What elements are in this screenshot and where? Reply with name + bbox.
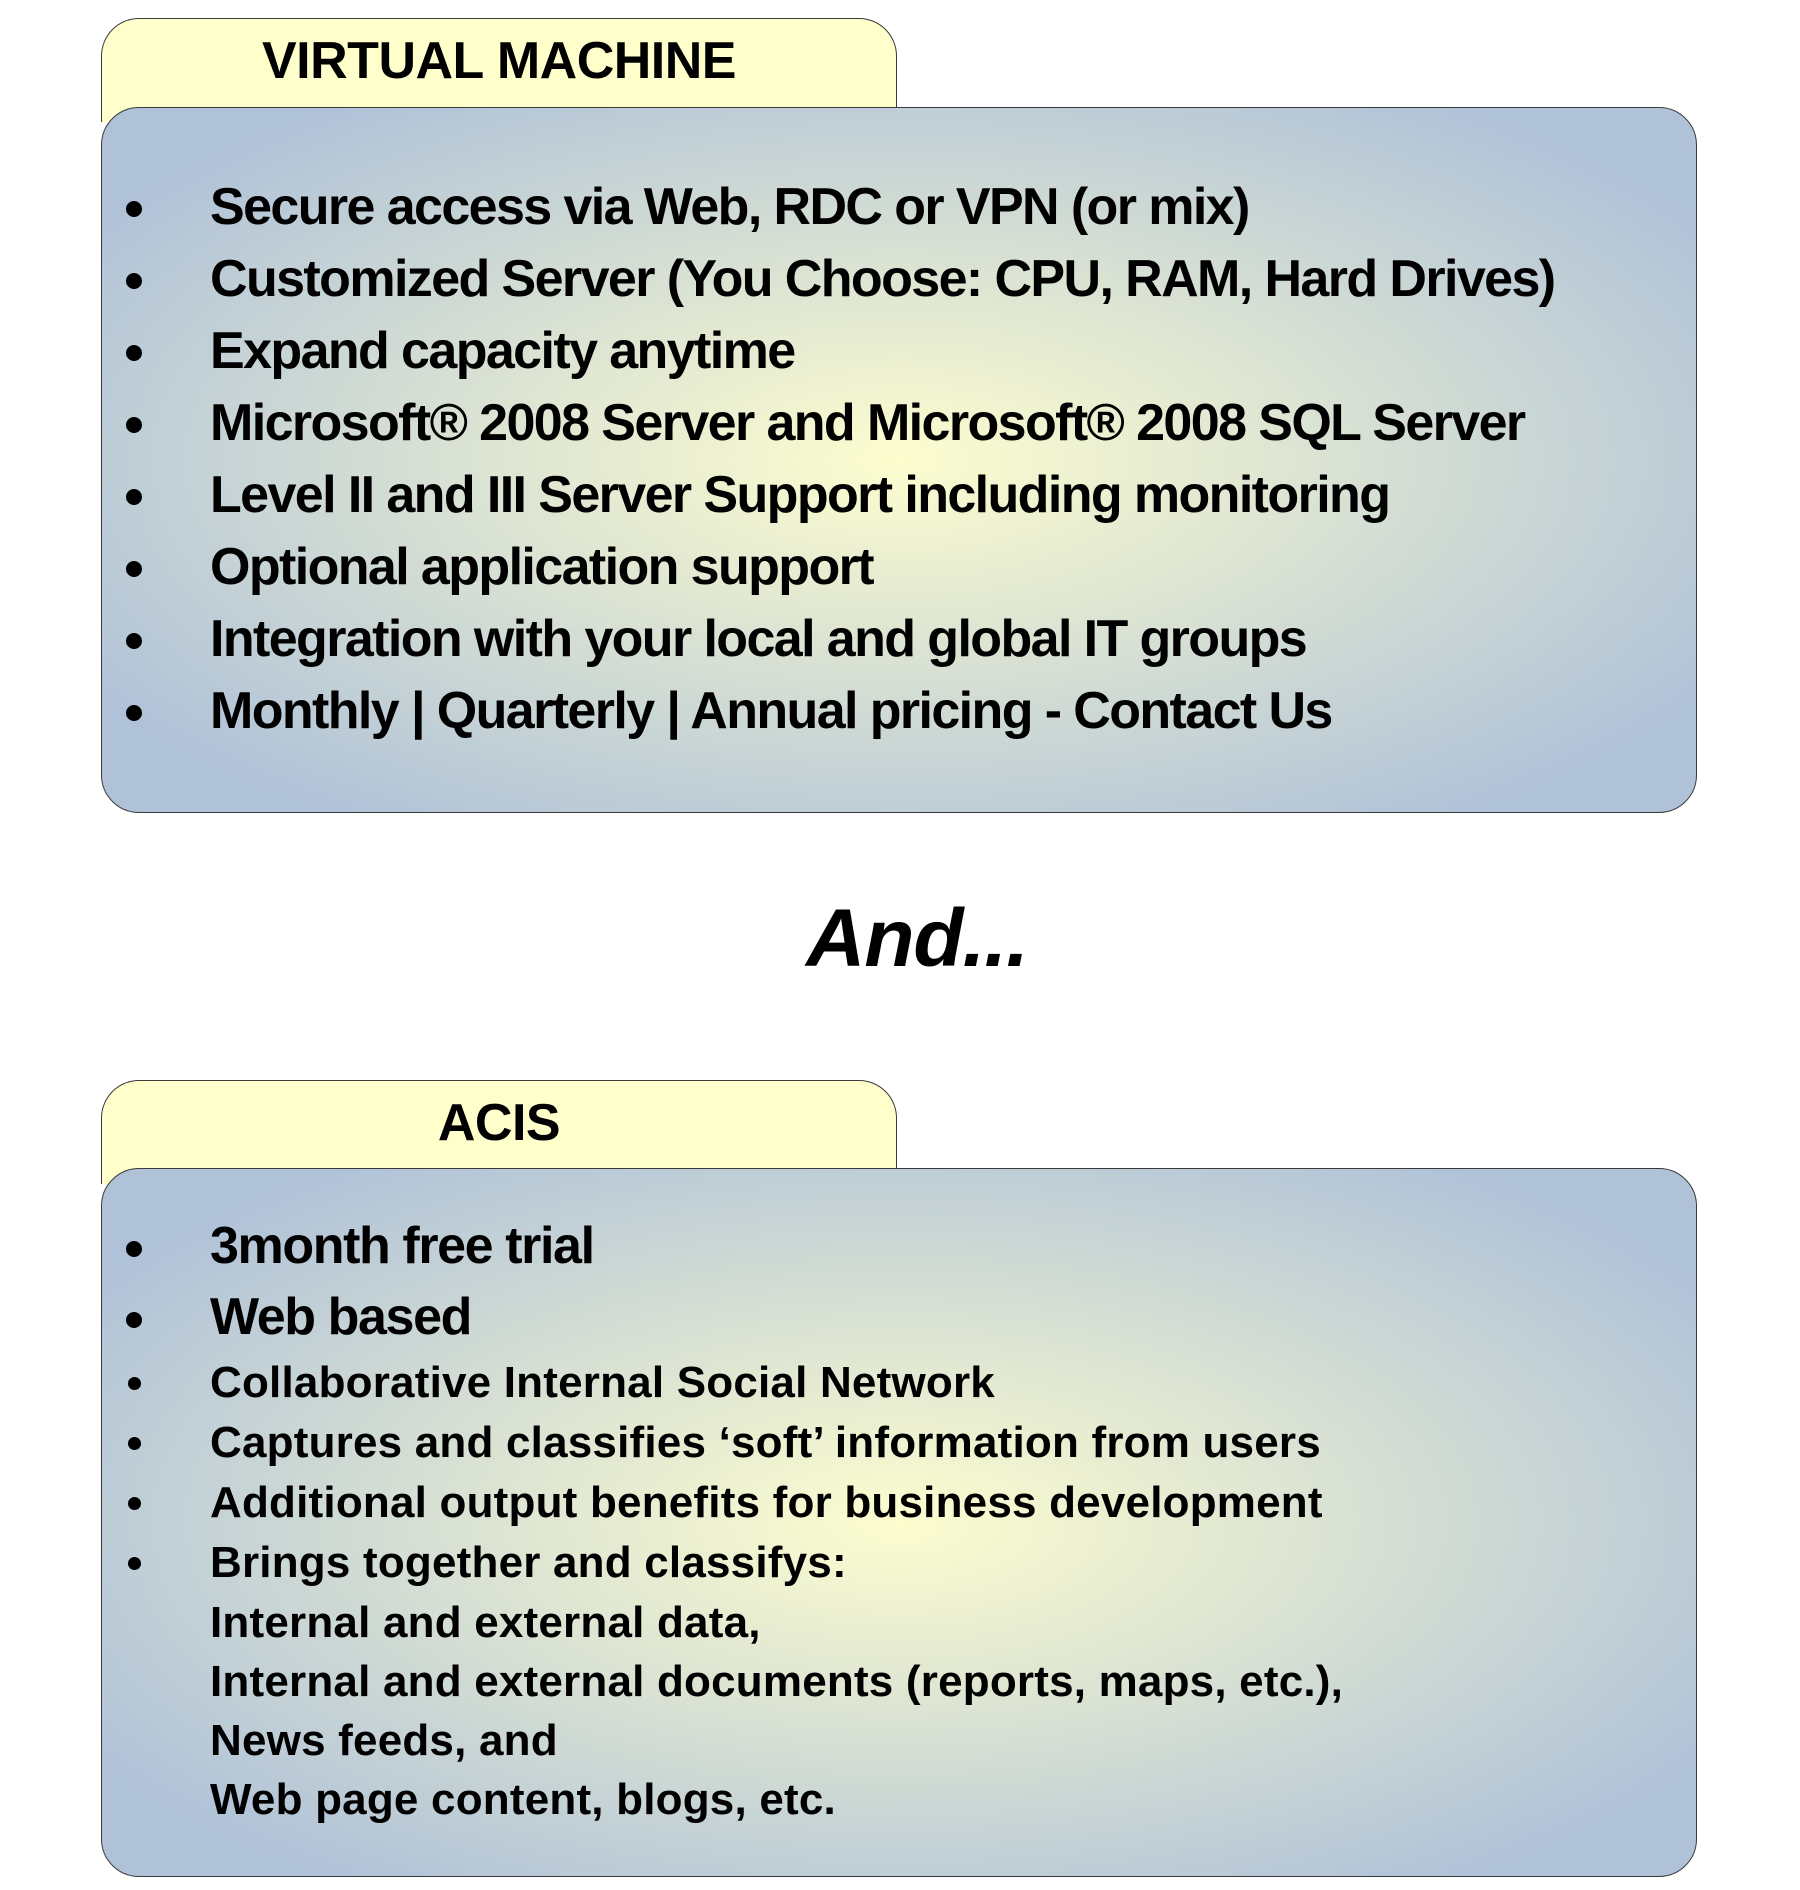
list-item: Optional application support xyxy=(102,531,1696,603)
and-separator: And... xyxy=(806,893,1028,984)
virtual-machine-features-list xyxy=(102,171,1696,747)
list-item: Customized Server (You Choose: CPU, RAM, Hard Drives) xyxy=(102,243,1696,315)
list-item: Integration with your local and global IT groups xyxy=(102,603,1696,675)
virtual-machine-panel xyxy=(101,107,1697,813)
list-item: Microsoft® 2008 Server and Microsoft® 2008 SQL Server xyxy=(102,387,1696,459)
list-item: Level II and III Server Support including monitoring xyxy=(102,459,1696,531)
bullet-icon xyxy=(126,705,142,721)
bullet-icon xyxy=(126,1312,142,1328)
bullet-icon xyxy=(128,1497,141,1510)
list-item: Captures and classifies ‘soft’ information from users xyxy=(102,1413,1696,1473)
bullet-icon xyxy=(126,345,142,361)
list-item: 3month free trial xyxy=(102,1211,1696,1282)
sub-list-item: Internal and external data, xyxy=(210,1598,761,1647)
list-item: Brings together and classifys: Internal and external data, Internal and external documents (reports, maps, etc.), News feeds, and Web page content, blogs, etc. xyxy=(102,1533,1696,1829)
acis-panel xyxy=(101,1168,1697,1877)
bullet-icon xyxy=(126,273,142,289)
list-item: Monthly | Quarterly | Annual pricing - Contact Us xyxy=(102,675,1696,747)
bullet-icon xyxy=(128,1557,141,1570)
acis-features-list xyxy=(102,1211,1696,1829)
virtual-machine-title: VIRTUAL MACHINE xyxy=(262,32,736,90)
sub-list-item: Web page content, blogs, etc. xyxy=(210,1775,836,1824)
bullet-icon xyxy=(128,1437,141,1450)
list-item: Additional output benefits for business development xyxy=(102,1473,1696,1533)
bullet-icon xyxy=(126,417,142,433)
bullet-icon xyxy=(126,1241,142,1257)
sub-list-item: Internal and external documents (reports, maps, etc.), xyxy=(210,1657,1344,1706)
sub-list-item: News feeds, and xyxy=(210,1716,558,1765)
bullet-icon xyxy=(126,561,142,577)
bullet-icon xyxy=(128,1377,141,1390)
list-item: Web based xyxy=(102,1282,1696,1353)
list-item: Collaborative Internal Social Network xyxy=(102,1353,1696,1413)
bullet-icon xyxy=(126,633,142,649)
bullet-icon xyxy=(126,201,142,217)
list-item: Expand capacity anytime xyxy=(102,315,1696,387)
acis-title: ACIS xyxy=(437,1094,561,1152)
bullet-icon xyxy=(126,489,142,505)
list-item: Secure access via Web, RDC or VPN (or mix) xyxy=(102,171,1696,243)
